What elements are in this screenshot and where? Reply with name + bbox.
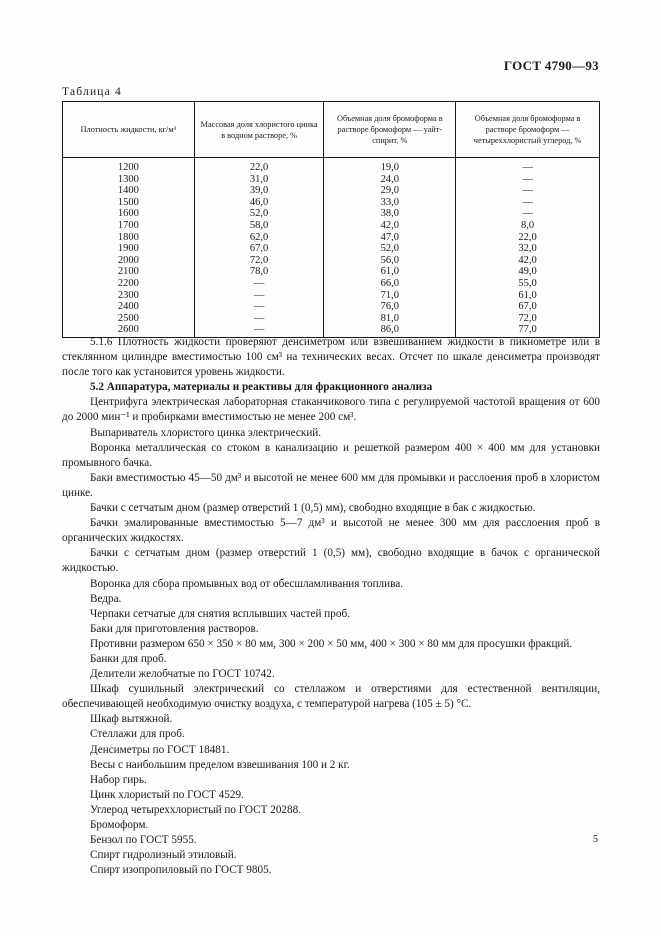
table-cell: 33,0 [324,197,456,209]
table-cell: 1400 [63,185,195,197]
table-cell: 38,0 [324,208,456,220]
table-cell: 52,0 [324,243,456,255]
table-row [63,158,600,174]
table-cell: — [456,208,600,220]
paragraph: Выпариватель хлористого цинка электрический. [90,426,322,439]
table-row [63,266,600,278]
table-row [63,255,600,267]
table-cell: 42,0 [324,220,456,232]
paragraph: 5.1.6 Плотность жидкости проверяют денсиметром или взвешиванием жидкости в пикнометре или в стеклянном цилиндре вместимостью 100 см³ на технических весах. Отсчет по шкале денсиметра производят после того как установится уровень жидкости. [62,336,600,379]
table-cell: 1500 [63,197,195,209]
table-cell: 47,0 [324,232,456,244]
paragraph: Углерод четыреххлористый по ГОСТ 20288. [90,803,302,816]
table-cell: 72,0 [194,255,324,267]
table-cell: 72,0 [456,313,600,325]
table-cell: 55,0 [456,278,600,290]
table-cell: 46,0 [194,197,324,209]
table-cell: 42,0 [456,255,600,267]
table-cell: — [194,290,324,302]
table-cell: 71,0 [324,290,456,302]
table-cell: 61,0 [456,290,600,302]
paragraph: Стеллажи для проб. [90,728,185,741]
column-header-bromoform-white-spirit: Объемная доля бромоформа в растворе бромоформ — уайт-спирит, % [324,102,456,158]
table-row [63,232,600,244]
paragraph: Бачки с сетчатым дном (размер отверстий 1 (0,5) мм), свободно входящие в бак с жидкостью. [90,502,536,515]
table-cell: 31,0 [194,174,324,186]
paragraph: Шкаф вытяжной. [90,713,173,726]
paragraph: Спирт гидролизный этиловый. [90,849,237,862]
table-cell: 77,0 [456,324,600,337]
table-cell: 39,0 [194,185,324,197]
paragraph: Противни размером 650 × 350 × 80 мм, 300 × 200 × 50 мм, 400 × 300 × 80 мм для просушки фракций. [90,637,573,650]
table-cell: — [456,185,600,197]
paragraph: Баки для приготовления растворов. [90,622,259,635]
table-row [63,243,600,255]
paragraph: Воронка металлическая со стоком в канализацию и решеткой размером 400 × 400 мм для установки промывного бачка. [62,441,600,469]
paragraph: Весы с наибольшим пределом взвешивания 100 и 2 кг. [90,758,350,771]
table-cell: 2500 [63,313,195,325]
table-cell: 24,0 [324,174,456,186]
paragraph: Центрифуга электрическая лабораторная стаканчикового типа с регулируемой частотой вращения от 600 до 2000 мин⁻¹ и пробирками вместимостью не менее 200 см³. [62,396,600,424]
table-cell: 61,0 [324,266,456,278]
table-row [63,185,600,197]
paragraph: Ведра. [90,592,122,605]
table-row [63,208,600,220]
paragraph: Спирт изопропиловый по ГОСТ 9805. [90,864,272,877]
table-cell: — [194,313,324,325]
paragraph: Бромоформ. [90,819,149,831]
table-cell: 1600 [63,208,195,220]
table-cell: — [456,158,600,174]
table-cell: 19,0 [324,158,456,174]
table-row [63,197,600,209]
table-cell: 62,0 [194,232,324,244]
table-row [63,301,600,313]
table-cell: 1700 [63,220,195,232]
paragraph: Воронка для сбора промывных вод от обесшламливания топлива. [90,577,404,590]
table-cell: 1200 [63,158,195,174]
paragraph: Набор гирь. [90,773,147,786]
paragraph: Шкаф сушильный электрический со стеллажом и отверстиями для естественной вентиляции, обеспечивающей необходимую очистку воздуха, с температурой нагрева (105 ± 5) °С. [62,683,600,711]
table-cell: 76,0 [324,301,456,313]
table-row [63,174,600,186]
paragraph: Банки для проб. [90,652,167,665]
table-cell: 1800 [63,232,195,244]
table-cell: 1300 [63,174,195,186]
table-cell: — [456,174,600,186]
table-cell: 81,0 [324,313,456,325]
table-cell: 78,0 [194,266,324,278]
table-cell: 56,0 [324,255,456,267]
table-cell: — [456,197,600,209]
column-header-bromoform-carbon-tetrachloride: Объемная доля бромоформа в растворе бромоформ — четыреххлористый углерод, % [456,102,600,158]
paragraph: Делители желобчатые по ГОСТ 10742. [90,668,275,681]
paragraph: Бачки с сетчатым дном (размер отверстий 1 (0,5) мм), свободно входящие в бачок с органической жидкостью. [62,547,600,575]
section-heading: 5.2 Аппаратура, материалы и реактивы для фракционного анализа [90,381,433,394]
paragraph: Бачки эмалированные вместимостью 5—7 дм³ и высотой не менее 300 мм для расслоения проб в органических жидкостях. [62,517,600,545]
table-row [63,313,600,325]
table-row [63,278,600,290]
table-row [63,220,600,232]
table-cell: 8,0 [456,220,600,232]
table-cell: 22,0 [456,232,600,244]
table-row [63,290,600,302]
table-cell: 67,0 [194,243,324,255]
table-cell: 58,0 [194,220,324,232]
table-cell: 2100 [63,266,195,278]
table-cell: 22,0 [194,158,324,174]
table-cell: 2200 [63,278,195,290]
paragraph: Черпаки сетчатые для снятия всплывших частей проб. [90,607,350,620]
table-cell: 32,0 [456,243,600,255]
paragraph: Цинк хлористый по ГОСТ 4529. [90,788,244,801]
column-header-density: Плотность жидкости, кг/м³ [63,102,195,158]
table-cell: — [194,278,324,290]
table-header-row [63,102,600,158]
paragraph: Денсиметры по ГОСТ 18481. [90,743,230,756]
table-cell: 1900 [63,243,195,255]
document-id-header: ГОСТ 4790—93 [503,58,599,73]
table-cell: 2000 [63,255,195,267]
table-cell: 67,0 [456,301,600,313]
table-cell: 29,0 [324,185,456,197]
table-cell: 2400 [63,301,195,313]
table-body [63,158,600,338]
column-header-zinc-chloride: Массовая доля хлористого цинка в водном растворе, % [194,102,324,158]
table-cell: 66,0 [324,278,456,290]
table-cell: — [194,324,324,337]
paragraph: Баки вместимостью 45—50 дм³ и высотой не менее 600 мм для промывки и расслоения проб в хлористом цинке. [62,471,600,499]
table-cell: 52,0 [194,208,324,220]
density-table [62,101,600,338]
table-cell: 86,0 [324,324,456,337]
table-cell: 2600 [63,324,195,337]
body-text [62,335,600,878]
table-cell: 49,0 [456,266,600,278]
table-label: Таблица 4 [62,86,122,98]
paragraph: Бензол по ГОСТ 5955. [90,834,197,847]
table-cell: 2300 [63,290,195,302]
page-number: 5 [593,834,598,845]
table-cell: — [194,301,324,313]
